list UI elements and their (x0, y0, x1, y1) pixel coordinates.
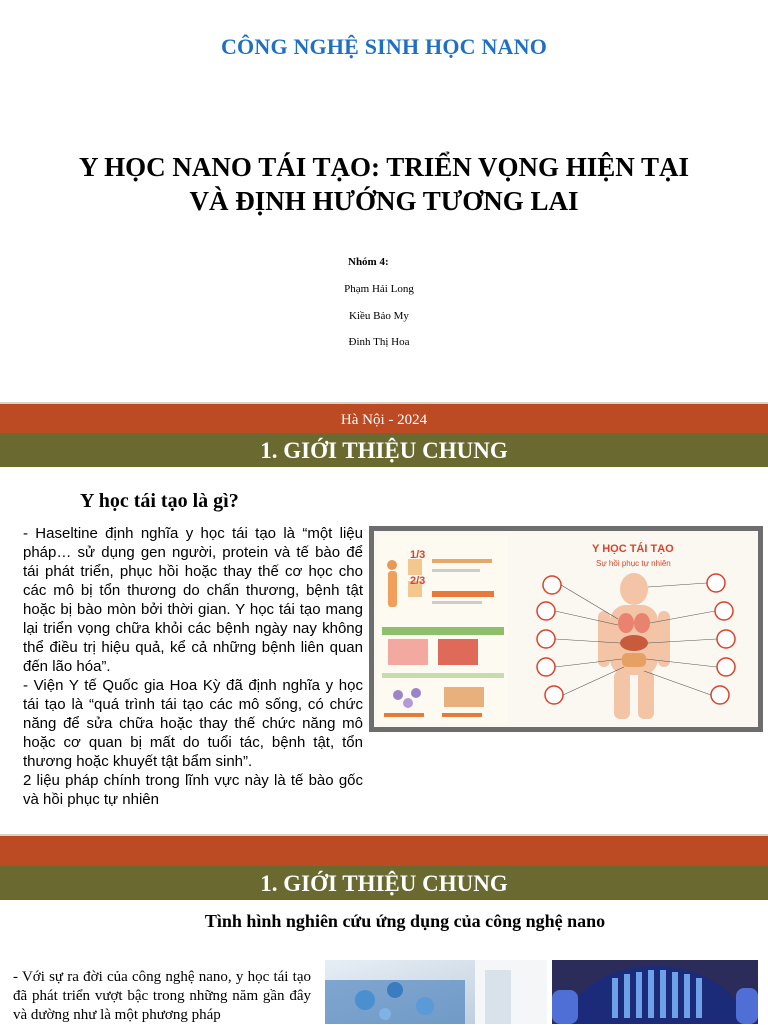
research-heading: Tình hình nghiên cứu ứng dụng của công nghệ nano (204, 911, 606, 931)
stat-fraction: 2/3 (410, 575, 426, 587)
member-name: Đinh Thị Hoa (348, 336, 410, 348)
infographic-title: Y HỌC TÁI TẠO (592, 543, 674, 555)
member-name: Kiều Bảo My (349, 310, 409, 322)
slide-bottom-band (0, 834, 768, 866)
infographic-stats-panel (378, 535, 508, 723)
research-paragraph: - Với sự ra đời của công nghệ nano, y học tái tạo đã phát triển vượt bậc trong những năm gần đây và dường như là một phương pháp (13, 969, 311, 1023)
presentation-title: Y HỌC NANO TÁI TẠO: TRIỂN VỌNG HIỆN TẠI VÀ ĐỊNH HƯỚNG TƯƠNG LAI (78, 152, 690, 216)
nanochip-photo (552, 960, 758, 1024)
title-slide (0, 0, 768, 432)
section-title-band: 1. GIỚI THIỆU CHUNG (0, 433, 768, 467)
group-label: Nhóm 4: (348, 256, 389, 268)
course-header: CÔNG NGHỆ SINH HỌC NANO (220, 34, 548, 59)
section-title-band: 1. GIỚI THIỆU CHUNG (0, 866, 768, 900)
human-body-illustration (514, 571, 754, 721)
definition-paragraph: - Haseltine định nghĩa y học tái tạo là “một liệu pháp… sử dụng gen người, protein và tế bào để tái phát triển, phục hồi hoặc thay thế cơ học cho các mô bị tổn thương do chấn thương, bệnh tật hoặc bị bào mòn bởi thời gian. Y học tái tạo mang lại triển vọng chữa khỏi các bệnh ngày nay không thể điều trị hiệu quả, kể cả những bệnh liên quan đến lão hóa”. - Viện Y tế Quốc gia Hoa Kỳ đã định nghĩa y học tái tạo là “quá trình tái tạo các mô sống, có chức năng để sửa chữa hoặc thay thế chức năng mô hoặc cơ quan bị mất do tuổi tác, bệnh tật, tổn thương hoặc khuyết tật bẩm sinh”. 2 liệu pháp chính trong lĩnh vực này là tế bào gốc và hồi phục tự nhiên (23, 525, 363, 808)
infographic-subtitle: Sự hồi phục tự nhiên (596, 559, 671, 568)
question-heading: Y học tái tạo là gì? (80, 490, 239, 512)
stat-fraction: 1/3 (410, 549, 426, 561)
regenerative-medicine-infographic (369, 526, 763, 732)
nanomedicine-photo (325, 960, 547, 1024)
member-name: Phạm Hải Long (344, 283, 414, 295)
location-year-footer: Hà Nội - 2024 (0, 402, 768, 434)
